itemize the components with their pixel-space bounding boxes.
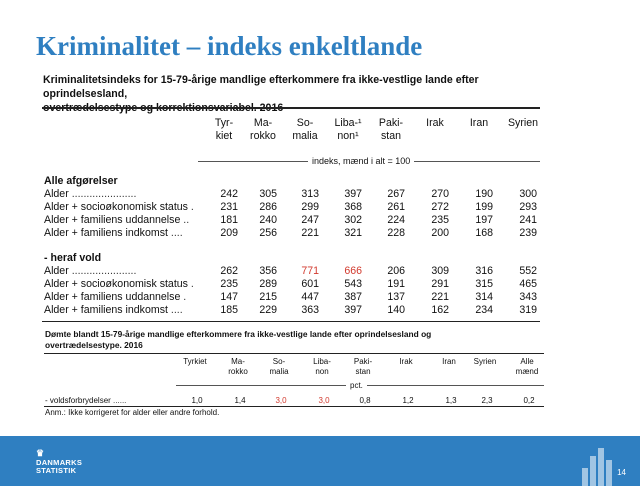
table1-section-title: Alle afgørelser: [44, 175, 118, 187]
table2-cell: 1,2: [402, 396, 414, 405]
table1-col-header-line2: malia: [292, 130, 318, 142]
table1-col-header-line1: Iran: [469, 117, 489, 129]
table1-col-header-line2: rokko: [250, 130, 276, 142]
table1-cell: 215: [259, 291, 277, 303]
table1-cell: 242: [220, 188, 238, 200]
table1-cell: 316: [475, 265, 493, 277]
table1-cell: 190: [475, 188, 493, 200]
table1-row-leader-dots: ..: [183, 214, 190, 226]
table1-cell: 229: [259, 304, 277, 316]
table1-cell: 147: [220, 291, 238, 303]
footer-band: [0, 436, 640, 486]
table1-cell: 272: [431, 201, 449, 213]
table1-cell: 247: [301, 214, 319, 226]
table1-cell: 291: [431, 278, 449, 290]
table2-cell: 1,4: [234, 396, 246, 405]
table2-col-header-line2: malia: [269, 367, 289, 376]
table1-col-header-line1: Syrien: [507, 117, 539, 129]
table2-col-header-line1: Alle: [520, 357, 534, 366]
table2-cell: 3,0: [318, 396, 330, 405]
table1-cell: 221: [301, 227, 319, 239]
table1-cell: 137: [387, 291, 405, 303]
table2-col-header-line1: Tyrkiet: [183, 357, 207, 366]
table1-cell: 239: [519, 227, 537, 239]
table2-col-header-line1: Liba-: [313, 357, 331, 366]
table1-cell: 321: [344, 227, 362, 239]
table2-col-header-line1: Iran: [442, 357, 456, 366]
table2-cell: 1,3: [445, 396, 457, 405]
table1-cell: 200: [431, 227, 449, 239]
table1-cell: 289: [259, 278, 277, 290]
table1-row-leader-dots: .: [190, 278, 194, 290]
table1-cell: 221: [431, 291, 449, 303]
table2-row-label-text: - voldsforbrydelser: [45, 396, 111, 405]
table2-cell: 3,0: [275, 396, 287, 405]
table1-row-label: [44, 304, 183, 316]
table1-row-leader-dots: ....: [170, 304, 183, 316]
table1-row-leader-dots: .: [183, 291, 187, 303]
table1-cell: 397: [344, 188, 362, 200]
page-number: 14: [617, 468, 626, 477]
table1-row-label: [44, 265, 136, 277]
table2-col-header-line1: Paki-: [353, 357, 373, 366]
table2-col-header-line2: mænd: [515, 367, 539, 376]
table1-col-header-line1: So-: [296, 117, 314, 129]
table1-cell: 300: [519, 188, 537, 200]
table1-cell: 185: [220, 304, 238, 316]
crown-icon: ♛: [36, 448, 45, 458]
table1-col-header-line1: Irak: [426, 117, 444, 129]
danmarks-statistik-logo: [36, 449, 82, 475]
table2-unit-label: pct.: [346, 381, 367, 390]
table2-title-line2: overtrædelsestype. 2016: [45, 340, 143, 350]
table1-col-header-line1: Ma-: [253, 117, 273, 129]
bar-graphic-icon: [582, 448, 622, 486]
table1-cell: 363: [301, 304, 319, 316]
table1-row-label-text: Alder + socioøkonomisk status: [44, 278, 188, 290]
table1-row-label: [44, 291, 186, 303]
table2-col-header-line2: stan: [355, 367, 371, 376]
table1-row-leader-dots: ....: [170, 227, 183, 239]
table1-title-line1: Kriminalitetsindeks for 15-79-årige mandlige efterkommere fra ikke-vestlige lande efter oprindelsesland,: [43, 74, 479, 100]
table1-cell: 302: [344, 214, 362, 226]
table1-title-line2: overtrædelsestype og korrektionsvariabel. 2016: [43, 102, 284, 114]
table1-cell: 206: [387, 265, 405, 277]
table1-cell: 356: [259, 265, 277, 277]
table1-cell: 162: [431, 304, 449, 316]
table1-cell: 293: [519, 201, 537, 213]
table1-cell: 224: [387, 214, 405, 226]
table1-row-label: [44, 201, 194, 213]
table1-col-header-line2: stan: [380, 130, 402, 142]
table1-cell: 168: [475, 227, 493, 239]
table1-row-label: [44, 188, 136, 200]
table2-col-header-line2: non: [315, 367, 329, 376]
table1-row-label-text: Alder + familiens indkomst: [44, 227, 168, 239]
table1-row-label-text: Alder: [44, 265, 69, 277]
slide-title: Kriminalitet – indeks enkeltlande: [36, 31, 423, 61]
table1-cell: 771: [301, 265, 319, 277]
table1-cell: 261: [387, 201, 405, 213]
table1-cell: 368: [344, 201, 362, 213]
table1-cell: 241: [519, 214, 537, 226]
table2-note: Anm.: Ikke korrigeret for alder eller andre forhold.: [45, 408, 220, 417]
table1-cell: 552: [519, 265, 537, 277]
table1-cell: 262: [220, 265, 238, 277]
table1-row-leader-dots: ......................: [71, 188, 137, 200]
table2-bottom-rule: [44, 406, 544, 407]
table1-cell: 343: [519, 291, 537, 303]
table2-col-header-line1: So-: [272, 357, 286, 366]
table1-cell: 543: [344, 278, 362, 290]
table2-col-header-line1: Syrien: [473, 357, 497, 366]
table1-cell: 181: [220, 214, 238, 226]
table2-top-rule: [44, 353, 544, 354]
table1-row-label: [44, 278, 194, 290]
logo-line1: DANMARKS: [36, 458, 83, 467]
logo-line2: STATISTIK: [36, 466, 77, 475]
table1-cell: 465: [519, 278, 537, 290]
table2-cell: 2,3: [481, 396, 493, 405]
table1-cell: 209: [220, 227, 238, 239]
table1-row-label-text: Alder + familiens indkomst: [44, 304, 168, 316]
table1-row-label-text: Alder + familiens uddannelse: [44, 291, 181, 303]
table2-title: [45, 329, 565, 351]
table1-cell: 387: [344, 291, 362, 303]
table2-cell: 0,2: [523, 396, 535, 405]
table2-row-leader-dots: ......: [113, 396, 127, 405]
table1-cell: 313: [301, 188, 319, 200]
table1-cell: 309: [431, 265, 449, 277]
table2-col-header-line2: rokko: [228, 367, 248, 376]
table1-cell: 666: [344, 265, 362, 277]
table1-unit-label: indeks, mænd i alt = 100: [308, 156, 414, 166]
table1-cell: 234: [475, 304, 493, 316]
table1-cell: 315: [475, 278, 493, 290]
table1-cell: 447: [301, 291, 319, 303]
table1-row-label-text: Alder + familiens uddannelse: [44, 214, 181, 226]
table1-col-header-line2: kiet: [215, 130, 233, 142]
table1-cell: 256: [259, 227, 277, 239]
table1-cell: 235: [220, 278, 238, 290]
table1-cell: 270: [431, 188, 449, 200]
table1-col-header-line1: Paki-: [378, 117, 404, 129]
table1-cell: 197: [475, 214, 493, 226]
table1-cell: 140: [387, 304, 405, 316]
table1-cell: 397: [344, 304, 362, 316]
table1-cell: 231: [220, 201, 238, 213]
table1-section-title: - heraf vold: [44, 252, 102, 264]
table2-row-label: [45, 396, 126, 406]
table2-title-line1: Dømte blandt 15-79-årige mandlige efterkommere fra ikke-vestlige lande efter oprindelsesland og: [45, 329, 432, 339]
table1-cell: 199: [475, 201, 493, 213]
table1-cell: 267: [387, 188, 405, 200]
table1-row-label-text: Alder + socioøkonomisk status: [44, 201, 188, 213]
table2-cell: 0,8: [359, 396, 371, 405]
table1-col-header-line1: Liba-¹: [334, 117, 362, 129]
table1-cell: 319: [519, 304, 537, 316]
table2-col-header-line1: Irak: [399, 357, 413, 366]
table1-cell: 305: [259, 188, 277, 200]
table1-row-leader-dots: ......................: [71, 265, 137, 277]
table1-row-leader-dots: .: [190, 201, 194, 213]
table1-cell: 314: [475, 291, 493, 303]
table1-cell: 601: [301, 278, 319, 290]
table1-bottom-rule: [42, 321, 540, 322]
table1-cell: 191: [387, 278, 405, 290]
table1-cell: 286: [259, 201, 277, 213]
table1-top-rule: [42, 107, 540, 109]
table1-col-header-line2: non¹: [337, 130, 359, 142]
table1-row-label: [44, 214, 189, 226]
table1-cell: 228: [387, 227, 405, 239]
table1-row-label: [44, 227, 183, 239]
table2-cell: 1,0: [191, 396, 203, 405]
table1-col-header-line1: Tyr-: [214, 117, 234, 129]
table1-cell: 235: [431, 214, 449, 226]
table1-row-label-text: Alder: [44, 188, 69, 200]
table1-cell: 299: [301, 201, 319, 213]
table2-col-header-line1: Ma-: [231, 357, 245, 366]
table1-cell: 240: [259, 214, 277, 226]
